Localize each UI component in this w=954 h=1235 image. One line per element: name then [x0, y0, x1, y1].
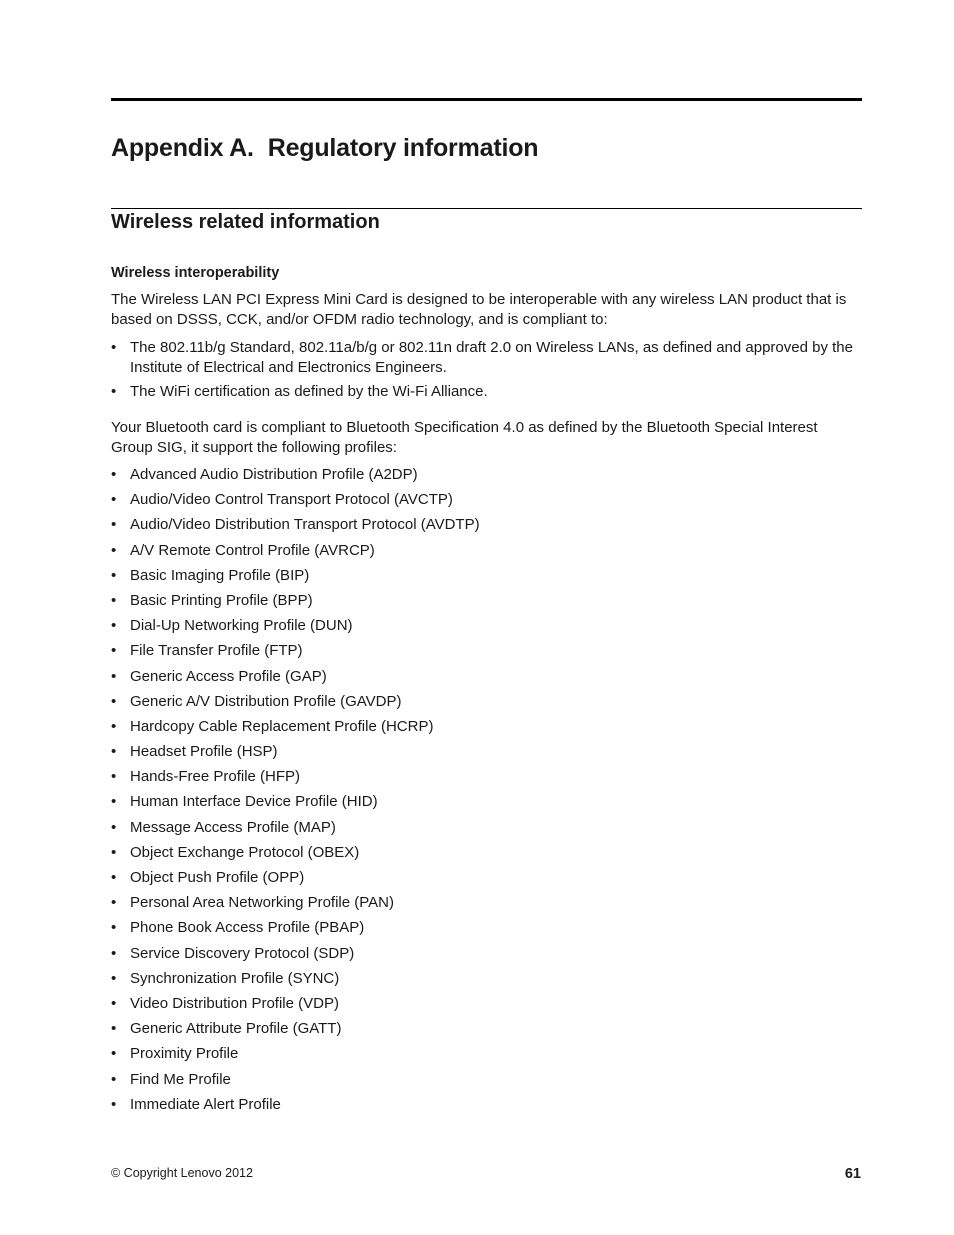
- bullet-glyph: •: [111, 1020, 117, 1038]
- page-number: 61: [844, 1166, 861, 1182]
- list-item-text: Headset Profile (HSP): [130, 743, 278, 761]
- top-rule: [111, 98, 862, 101]
- bullet-glyph: •: [111, 1070, 117, 1088]
- list-item-text: A/V Remote Control Profile (AVRCP): [130, 541, 375, 559]
- bullet-glyph: •: [111, 944, 117, 962]
- list-item: [111, 667, 863, 692]
- list-item-text: Generic Access Profile (GAP): [130, 667, 327, 685]
- appendix-title-text: Regulatory information: [267, 134, 539, 162]
- subsection-title: Wireless interoperability: [111, 265, 280, 281]
- intro-paragraph: The Wireless LAN PCI Express Mini Card is designed to be interoperable with any wireless LAN product that is based on DSSS, CCK, and/or OFDM radio technology, and is compliant to:: [111, 291, 847, 328]
- list-item: [111, 742, 863, 767]
- list-item-text: Basic Imaging Profile (BIP): [130, 566, 310, 584]
- list-item-text: The 802.11b/g Standard, 802.11a/b/g or 802.11n draft 2.0 on Wireless LANs, as defined and approved by the Institute of Electrical and Electronics Engineers.: [130, 339, 853, 376]
- list-item-text: Object Push Profile (OPP): [130, 869, 305, 886]
- bullet-glyph: •: [111, 994, 117, 1012]
- list-item: [111, 818, 863, 843]
- list-item-text: Audio/Video Distribution Transport Protocol (AVDTP): [130, 516, 480, 534]
- bullet-glyph: •: [111, 793, 117, 811]
- list-item: [111, 994, 863, 1019]
- bullet-glyph: •: [111, 843, 117, 861]
- bluetooth-paragraph: Your Bluetooth card is compliant to Bluetooth Specification 4.0 as defined by the Bluetooth Special Interest Group SIG, it support the following profiles:: [111, 419, 818, 456]
- list-item: [111, 616, 863, 641]
- list-item: [111, 541, 863, 566]
- appendix-title: [111, 134, 538, 163]
- bullet-glyph: •: [111, 743, 117, 761]
- list-item-text: Phone Book Access Profile (PBAP): [130, 919, 365, 937]
- list-item: [111, 465, 863, 490]
- list-item-text: The WiFi certification as defined by the Wi-Fi Alliance.: [130, 383, 488, 400]
- list-item: [111, 843, 863, 868]
- list-item-text: Hardcopy Cable Replacement Profile (HCRP): [130, 717, 434, 735]
- bullet-glyph: •: [111, 894, 117, 912]
- appendix-label: Appendix A.: [111, 134, 254, 162]
- bullet-glyph: •: [111, 919, 117, 937]
- list-item-text: Object Exchange Protocol (OBEX): [130, 843, 360, 861]
- list-item-text: Generic A/V Distribution Profile (GAVDP): [130, 692, 402, 710]
- list-item: [111, 868, 863, 893]
- bullet-glyph: •: [111, 541, 117, 559]
- bullet-glyph: •: [111, 566, 117, 584]
- list-item-text: Immediate Alert Profile: [130, 1095, 281, 1113]
- profile-list: [111, 465, 863, 1120]
- bullet-glyph: •: [111, 818, 117, 836]
- list-item-text: Hands-Free Profile (HFP): [130, 768, 301, 786]
- list-item: [111, 566, 863, 591]
- list-item: [111, 692, 863, 717]
- list-item: [111, 591, 863, 616]
- list-item-text: File Transfer Profile (FTP): [130, 642, 303, 660]
- list-item-text: Service Discovery Protocol (SDP): [130, 944, 355, 962]
- list-item-text: Advanced Audio Distribution Profile (A2DP): [130, 466, 418, 483]
- list-item-text: Video Distribution Profile (VDP): [130, 994, 339, 1012]
- bullet-glyph: •: [111, 869, 117, 886]
- list-item: [111, 490, 863, 515]
- list-item: [111, 792, 863, 817]
- list-item: [111, 641, 863, 666]
- bullet-glyph: •: [111, 667, 117, 685]
- list-item: [111, 1095, 863, 1120]
- footer-copyright: © Copyright Lenovo 2012: [111, 1166, 253, 1180]
- list-item: [111, 338, 863, 377]
- list-item: [111, 944, 863, 969]
- bullet-glyph: •: [111, 692, 117, 710]
- list-item-text: Generic Attribute Profile (GATT): [130, 1020, 342, 1038]
- list-item-text: Synchronization Profile (SYNC): [130, 969, 340, 987]
- list-item: [111, 767, 863, 792]
- compliance-list: [111, 338, 863, 407]
- list-item-text: Proximity Profile: [130, 1045, 239, 1063]
- bullet-glyph: •: [111, 339, 117, 356]
- bullet-glyph: •: [111, 642, 117, 660]
- list-item: [111, 918, 863, 943]
- list-item: [111, 893, 863, 918]
- list-item-text: Find Me Profile: [130, 1070, 231, 1088]
- bullet-glyph: •: [111, 969, 117, 987]
- bullet-glyph: •: [111, 591, 117, 609]
- list-item-text: Audio/Video Control Transport Protocol (AVCTP): [130, 491, 453, 509]
- section-title: Wireless related information: [111, 211, 380, 233]
- bullet-glyph: •: [111, 466, 117, 483]
- list-item-text: Dial-Up Networking Profile (DUN): [130, 617, 353, 635]
- list-item: [111, 382, 863, 402]
- list-item: [111, 515, 863, 540]
- list-item: [111, 1070, 863, 1095]
- bullet-glyph: •: [111, 617, 117, 635]
- list-item: [111, 969, 863, 994]
- list-item-text: Basic Printing Profile (BPP): [130, 591, 313, 609]
- list-item-text: Human Interface Device Profile (HID): [130, 793, 378, 811]
- bullet-glyph: •: [111, 768, 117, 786]
- list-item: [111, 1044, 863, 1069]
- bullet-glyph: •: [111, 1095, 117, 1113]
- bullet-glyph: •: [111, 1045, 117, 1063]
- bullet-glyph: •: [111, 491, 117, 509]
- list-item-text: Message Access Profile (MAP): [130, 818, 336, 836]
- bullet-glyph: •: [111, 516, 117, 534]
- bullet-glyph: •: [111, 717, 117, 735]
- section-rule: [111, 208, 862, 209]
- list-item: [111, 1019, 863, 1044]
- bullet-glyph: •: [111, 383, 117, 400]
- list-item-text: Personal Area Networking Profile (PAN): [130, 894, 394, 912]
- list-item: [111, 717, 863, 742]
